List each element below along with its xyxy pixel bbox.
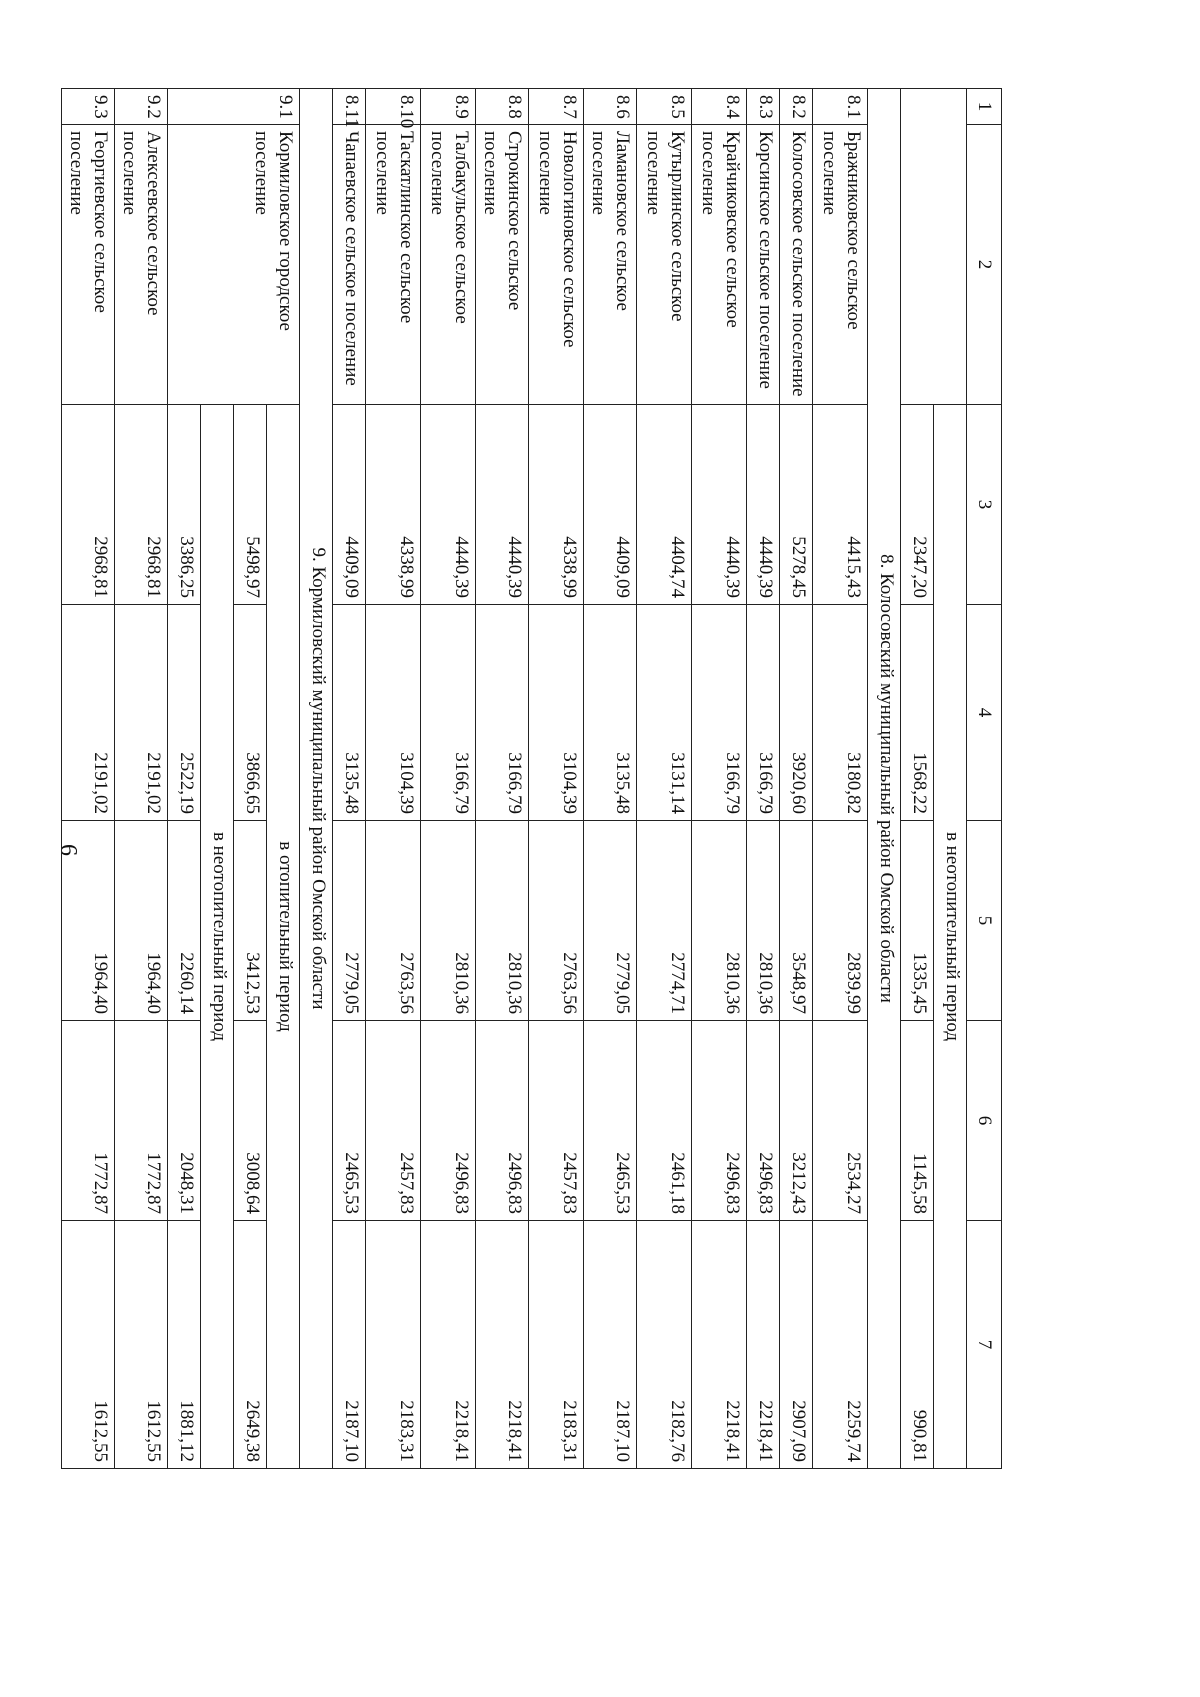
header-cell: 5 (967, 821, 1002, 1021)
value-cell: 3920,60 (780, 605, 813, 821)
row-number: 8.7 (529, 89, 584, 125)
row-number: 8.2 (780, 89, 813, 125)
settlement-name: Кутырлинское сельское поселение (637, 125, 692, 405)
page-number: 6 (55, 844, 81, 856)
value-cell: 2763,56 (529, 821, 584, 1021)
value-cell: 4415,43 (813, 405, 868, 605)
value-cell: 2259,74 (813, 1221, 868, 1469)
value-cell: 2496,83 (747, 1021, 780, 1221)
value-cell: 2457,83 (366, 1021, 421, 1221)
section-title-row (868, 89, 901, 1469)
value-cell: 3866,65 (234, 605, 267, 821)
table-row (747, 89, 780, 1469)
settlement-name: Алексеевское сельское поселение (115, 125, 168, 405)
value-cell: 2183,31 (366, 1221, 421, 1469)
value-cell: 2534,27 (813, 1021, 868, 1221)
value-cell: 2218,41 (747, 1221, 780, 1469)
value-cell: 2465,53 (584, 1021, 637, 1221)
value-cell: 2907,09 (780, 1221, 813, 1469)
value-cell: 5278,45 (780, 405, 813, 605)
value-cell: 1568,22 (901, 605, 934, 821)
table-row (366, 89, 421, 1469)
value-cell: 5498,97 (234, 405, 267, 605)
value-cell: 2649,38 (234, 1221, 267, 1469)
value-cell: 3166,79 (692, 605, 747, 821)
table-row (62, 89, 115, 1469)
period-label-row (934, 89, 967, 1469)
row-number: 8.6 (584, 89, 637, 125)
value-cell: 2839,99 (813, 821, 868, 1021)
value-cell: 2763,56 (366, 821, 421, 1021)
value-cell: 2260,14 (168, 821, 201, 1021)
settlement-name: Колосовское сельское поселение (780, 125, 813, 405)
tariff-table (61, 88, 1002, 1469)
value-cell: 1881,12 (168, 1221, 201, 1469)
header-cell: 4 (967, 605, 1002, 821)
value-cell: 4409,09 (333, 405, 366, 605)
header-cell: 6 (967, 1021, 1002, 1221)
value-cell: 2218,41 (476, 1221, 529, 1469)
table-row (692, 89, 747, 1469)
value-cell: 2191,02 (62, 605, 115, 821)
value-cell: 4338,99 (529, 405, 584, 605)
value-cell: 4440,39 (692, 405, 747, 605)
period-label: в отопительный период (267, 405, 300, 1469)
value-cell: 4338,99 (366, 405, 421, 605)
table-row (780, 89, 813, 1469)
value-cell: 2496,83 (421, 1021, 476, 1221)
value-cell: 1612,55 (62, 1221, 115, 1469)
row-number: 8.3 (747, 89, 780, 125)
row-number: 9.3 (62, 89, 115, 125)
value-cell: 2810,36 (421, 821, 476, 1021)
value-cell: 3104,39 (529, 605, 584, 821)
settlement-name: Кормиловское городское поселение (168, 125, 300, 405)
value-cell: 990,81 (901, 1221, 934, 1469)
row-number: 8.1 (813, 89, 868, 125)
value-cell: 3166,79 (747, 605, 780, 821)
value-cell: 1145,58 (901, 1021, 934, 1221)
value-cell: 3386,25 (168, 405, 201, 605)
header-cell: 2 (967, 125, 1002, 405)
value-cell: 1964,40 (62, 821, 115, 1021)
value-cell: 3212,43 (780, 1021, 813, 1221)
settlement-name: Талбакульское сельское поселение (421, 125, 476, 405)
value-cell: 2048,31 (168, 1021, 201, 1221)
value-cell: 1772,87 (62, 1021, 115, 1221)
settlement-name: Таскатлинское сельское поселение (366, 125, 421, 405)
value-cell: 1964,40 (115, 821, 168, 1021)
empty-cell (901, 89, 967, 405)
row-number: 8.11 (333, 89, 366, 125)
value-cell: 2187,10 (333, 1221, 366, 1469)
value-cell: 3008,64 (234, 1021, 267, 1221)
value-cell: 2810,36 (747, 821, 780, 1021)
value-cell: 4404,74 (637, 405, 692, 605)
value-cell: 2496,83 (476, 1021, 529, 1221)
settlement-name: Ламановское сельское поселение (584, 125, 637, 405)
value-cell: 2187,10 (584, 1221, 637, 1469)
value-cell: 2779,05 (584, 821, 637, 1021)
row-number: 8.9 (421, 89, 476, 125)
value-cell: 3166,79 (421, 605, 476, 821)
value-cell: 2779,05 (333, 821, 366, 1021)
table-row (584, 89, 637, 1469)
value-cell: 2218,41 (421, 1221, 476, 1469)
table-row (115, 89, 168, 1469)
header-cell: 1 (967, 89, 1002, 125)
value-cell: 4440,39 (747, 405, 780, 605)
value-cell: 2968,81 (62, 405, 115, 605)
value-cell: 2522,19 (168, 605, 201, 821)
value-cell: 1335,45 (901, 821, 934, 1021)
section-title-row (300, 89, 333, 1469)
settlement-name: Крайчиковское сельское поселение (692, 125, 747, 405)
settlement-name: Бражниковское сельское поселение (813, 125, 868, 405)
value-cell: 3548,97 (780, 821, 813, 1021)
value-cell: 2496,83 (692, 1021, 747, 1221)
value-cell: 2810,36 (476, 821, 529, 1021)
period-label: в неотопительный период (201, 405, 234, 1469)
period-label: в неотопительный период (934, 405, 967, 1469)
value-cell: 1772,87 (115, 1021, 168, 1221)
table-row (421, 89, 476, 1469)
table-row (637, 89, 692, 1469)
row-number: 8.10 (366, 89, 421, 125)
settlement-name: Георгиевское сельское поселение (62, 125, 115, 405)
value-cell: 3135,48 (333, 605, 366, 821)
value-cell: 2182,76 (637, 1221, 692, 1469)
settlement-name: Корсинское сельское поселение (747, 125, 780, 405)
value-cell: 2347,20 (901, 405, 934, 605)
value-cell: 1612,55 (115, 1221, 168, 1469)
table-container (66, 88, 1002, 1468)
value-cell: 3135,48 (584, 605, 637, 821)
row-number: 9.1 (168, 89, 300, 125)
value-cell: 2191,02 (115, 605, 168, 821)
table-row (476, 89, 529, 1469)
row-number: 8.8 (476, 89, 529, 125)
table-row (333, 89, 366, 1469)
section-title: 8. Колосовский муниципальный район Омской области (868, 89, 901, 1469)
value-cell: 3104,39 (366, 605, 421, 821)
value-cell: 2457,83 (529, 1021, 584, 1221)
value-cell: 2968,81 (115, 405, 168, 605)
value-cell: 2774,71 (637, 821, 692, 1021)
value-cell: 2183,31 (529, 1221, 584, 1469)
value-cell: 2810,36 (692, 821, 747, 1021)
header-cell: 7 (967, 1221, 1002, 1469)
value-cell: 3131,14 (637, 605, 692, 821)
row-number: 8.4 (692, 89, 747, 125)
value-cell: 3180,82 (813, 605, 868, 821)
settlement-name: Строкинское сельское поселение (476, 125, 529, 405)
value-cell: 2465,53 (333, 1021, 366, 1221)
value-cell: 4440,39 (421, 405, 476, 605)
value-cell: 2461,18 (637, 1021, 692, 1221)
settlement-name: Новологиновское сельское поселение (529, 125, 584, 405)
header-cell: 3 (967, 405, 1002, 605)
row-number: 9.2 (115, 89, 168, 125)
value-cell: 2218,41 (692, 1221, 747, 1469)
table-row (529, 89, 584, 1469)
period-label-row (267, 89, 300, 1469)
table-row (813, 89, 868, 1469)
value-cell: 3166,79 (476, 605, 529, 821)
value-cell: 3412,53 (234, 821, 267, 1021)
value-cell: 4440,39 (476, 405, 529, 605)
row-number: 8.5 (637, 89, 692, 125)
header-row (967, 89, 1002, 1469)
value-cell: 4409,09 (584, 405, 637, 605)
settlement-name: Чапаевское сельское поселение (333, 125, 366, 405)
section-title: 9. Кормиловский муниципальный район Омской области (300, 89, 333, 1469)
